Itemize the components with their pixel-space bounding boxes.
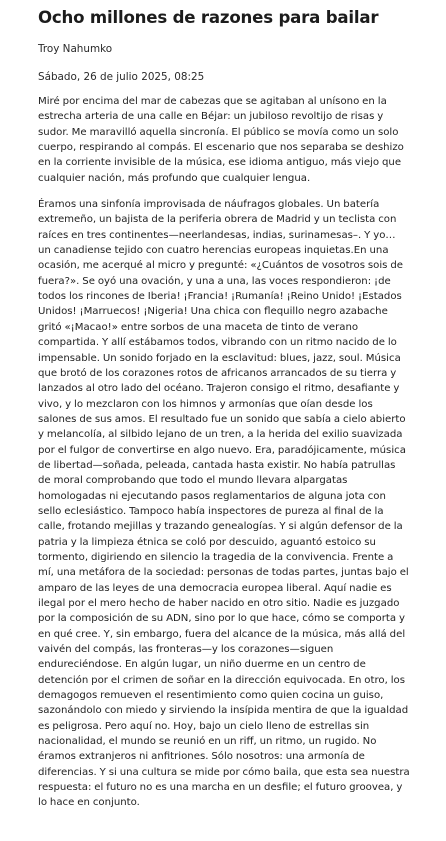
article-title: Ocho millones de razones para bailar xyxy=(38,8,379,27)
article-paragraph: Éramos una sinfonía improvisada de náufragos globales. Un batería extremeño, un bajista de la periferia obrera de Madrid y un teclista con raíces en tres continentes—neerlandesas, indias, surinamesas–. Y yo… un canadiense tejido con cuatro herencias europeas inquietas.En una ocasión, me acerqué al micro y pregunté: «¿Cuántos de vosotros sois de fuera?». Se oyó una ovación, y una a una, las voces respondieron: ¡de todos los rincones de Iberia! ¡Francia! ¡Rumanía! ¡Reino Unido! ¡Estados Unidos! ¡Marruecos! ¡Nigeria! Una chica con flequillo negro azabache gritó «¡Macao!» entre sorbos de una maceta de tinto de verano compartida. Y allí estábamos todos, vibrando con un ritmo nacido de lo impensable. Un sonido forjado en la esclavitud: blues, jazz, soul. Música que brotó de los corazones rotos de africanos arrancados de su tierra y lanzados al otro lado del océano. Trajeron consigo el ritmo, desafiante y vivo, y lo mezclaron con los himnos y armonías que oían desde los salones de sus amos. El resultado fue un sonido que sabía a cielo abierto y melancolía, al silbido lejano de un tren, a la herida del exilio suavizada por el fulgor de convertirse en algo nuevo. Era, paradójicamente, música de libertad—soñada, peleada, cantada hasta existir. No había patrullas de moral comprobando que todo el mundo llevara alpargatas homologadas ni ejecutando pasos reglamentarios de alguna jota con sello eclesiástico. Tampoco había inspectores de pureza al final de la calle, frotando mejillas y trazando genealogías. Y si algún defensor de la patria y la limpieza étnica se coló por descuido, aguantó estoico su tormento, digiriendo en silencio la tragedia de la convivencia. Frente a mí, una metáfora de la sociedad: personas de todas partes, juntas bajo el amparo de las leyes de una democracia europea liberal. Aquí nadie es ilegal por el mero hecho de haber nacido en otro sitio. Nadie es juzgado por la composición de su ADN, sino por lo que hace, cómo se comporta y en qué cree. Y, sin embargo, fuera del alcance de la música, más allá del vaivén del compás, las fronteras—y los corazones—siguen endureciéndose. En algún lugar, un niño duerme en un centro de detención por el crimen de soñar en la dirección equivocada. En otro, los demagogos remueven el resentimiento como quien cocina un guiso, sazonándolo con miedo y sirviendo la insípida mentira de que la igualdad es peligrosa. Pero aquí no. Hoy, bajo un cielo lleno de estrellas sin nacionalidad, el mundo se reunió en un riff, un ritmo, un rugido. No éramos extranjeros ni anfitriones. Sólo nosotros: una armonía de diferencias. Y si una cultura se mide por cómo baila, que esta sea nuestra respuesta: el futuro no es una marcha en un desfile; el futuro groovea, y lo hace en conjunto. xyxy=(38,199,410,809)
article-date: Sábado, 26 de julio 2025, 08:25 xyxy=(38,71,205,83)
article-author: Troy Nahumko xyxy=(38,43,113,55)
article-paragraph: Miré por encima del mar de cabezas que se agitaban al unísono en la estrecha arteria de una calle en Béjar: un jubiloso revoltijo de risas y sudor. Me maravilló aquella sincronía. El público se movía como un solo cuerpo, respirando al compás. El escenario que nos separaba se deshizo en la corriente invisible de la música, ese idioma antiguo, más viejo que cualquier nación, más profundo que cualquier lengua. xyxy=(38,96,404,184)
